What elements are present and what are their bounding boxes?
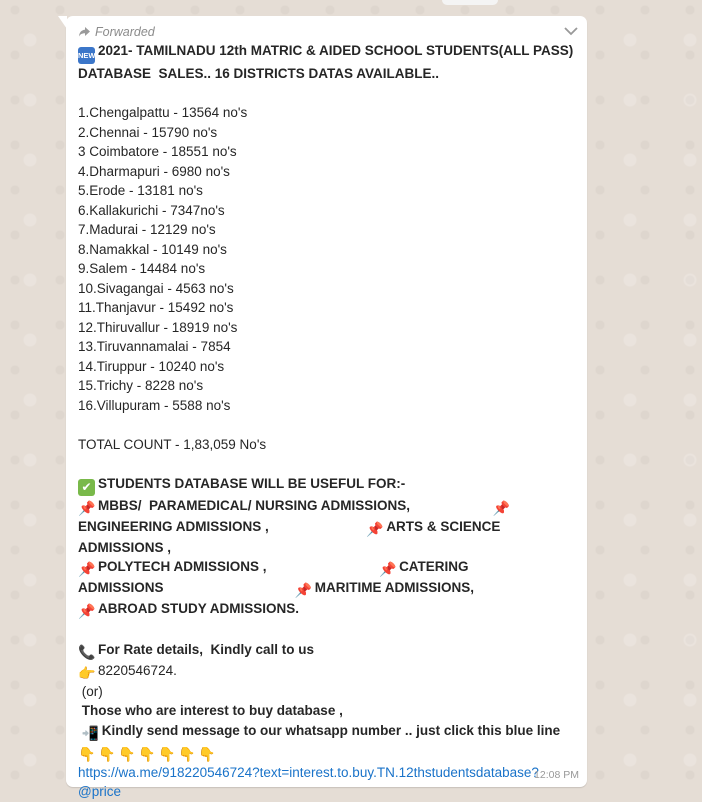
district-item: 5.Erode - 13181 no's [78,183,203,198]
district-item: 11.Thanjavur - 15492 no's [78,300,234,315]
backhand-index-pointing-down-icon: 👇 [98,745,116,762]
backhand-index-pointing-down-icon: 👇 [78,745,96,762]
check-mark-button-icon: ✔ [78,479,95,496]
pushpin-icon: 📌 [294,582,313,598]
admission-abroad: ABROAD STUDY ADMISSIONS. [98,601,300,616]
message-title: 2021- TAMILNADU 12th MATRIC & AIDED SCHOOL STUDENTS(ALL PASS) DATABASE SALES.. 16 DISTRICTS DATAS AVAILABLE.. [78,43,578,81]
price-link[interactable]: @price [78,784,121,799]
admission-arts: ARTS & SCIENCE [386,518,501,534]
pushpin-icon: 📌 [78,561,96,577]
admission-maritime: MARITIME ADMISSIONS, [314,580,475,595]
message-bubble[interactable] [66,16,587,799]
new-button-icon: NEW [78,47,95,64]
district-item: 15.Trichy - 8228 no's [78,378,204,393]
useful-heading: STUDENTS DATABASE WILL BE USEFUL FOR:- [98,475,406,491]
whatsapp-line: Kindly send message to our whatsapp number .. just click this blue line [101,722,561,738]
pushpin-icon: 📌 [492,499,510,516]
backhand-index-pointing-down-icon: 👇 [138,745,156,762]
previous-message-stub [442,0,498,5]
district-item: 6.Kallakurichi - 7347no's [78,202,225,218]
whatsapp-link[interactable]: https://wa.me/918220546724?text=interest.to.buy.TN.12thstudentsdatabase? [78,764,539,780]
admission-arts-suffix: ADMISSIONS , [78,539,172,555]
district-item: 12.Thiruvallur - 18919 no's [78,319,238,335]
forward-arrow-icon [78,26,91,38]
district-item: 14.Tiruppur - 10240 no's [78,358,225,374]
telephone-receiver-icon: 📞 [78,643,96,660]
admission-engineering: ENGINEERING ADMISSIONS , [78,518,269,534]
district-item: 8.Namakkal - 10149 no's [78,241,227,257]
backhand-index-pointing-down-icon: 👇 [198,745,216,762]
district-item: 7.Madurai - 12129 no's [78,222,216,237]
district-item: 16.Villupuram - 5588 no's [78,397,231,413]
backhand-index-pointing-right-icon: 👉 [78,664,96,681]
district-item: 10.Sivagangai - 4563 no's [78,280,234,296]
interest-line: Those who are interest to buy database , [81,703,343,718]
pushpin-icon: 📌 [78,603,96,619]
district-item: 1.Chengalpattu - 13564 no's [78,105,248,120]
or-text: (or) [81,683,103,699]
district-list [78,105,247,413]
message-timestamp: 12:08 PM [534,769,579,781]
useful-section [78,476,513,617]
district-item: 3 Coimbatore - 18551 no's [78,144,237,159]
message-text [78,41,578,802]
admission-mbbs: MBBS/ PARAMEDICAL/ NURSING ADMISSIONS, [98,497,411,513]
pushpin-icon: 📌 [78,499,96,516]
mobile-phone-with-arrow-icon: 📲 [81,724,100,741]
admission-catering-suffix: ADMISSIONS [78,580,164,595]
pointing-down-row [78,744,218,762]
admission-catering: CATERING [399,559,469,574]
forwarded-label: Forwarded [95,25,155,39]
phone-number[interactable]: 8220546724. [98,662,177,678]
forwarded-indicator [78,24,155,40]
backhand-index-pointing-down-icon: 👇 [178,745,196,762]
backhand-index-pointing-down-icon: 👇 [118,745,136,762]
total-count: TOTAL COUNT - 1,83,059 No's [78,436,267,452]
pushpin-icon: 📌 [366,520,384,537]
rate-line: For Rate details, Kindly call to us [98,641,315,657]
district-item: 4.Dharmapuri - 6980 no's [78,163,230,179]
pushpin-icon: 📌 [379,561,397,577]
district-item: 9.Salem - 14484 no's [78,261,206,276]
admission-polytech: POLYTECH ADMISSIONS , [98,559,267,574]
chevron-down-icon[interactable] [563,25,579,37]
district-item: 2.Chennai - 15790 no's [78,124,218,140]
backhand-index-pointing-down-icon: 👇 [158,745,176,762]
district-item: 13.Tiruvannamalai - 7854 [78,339,231,354]
